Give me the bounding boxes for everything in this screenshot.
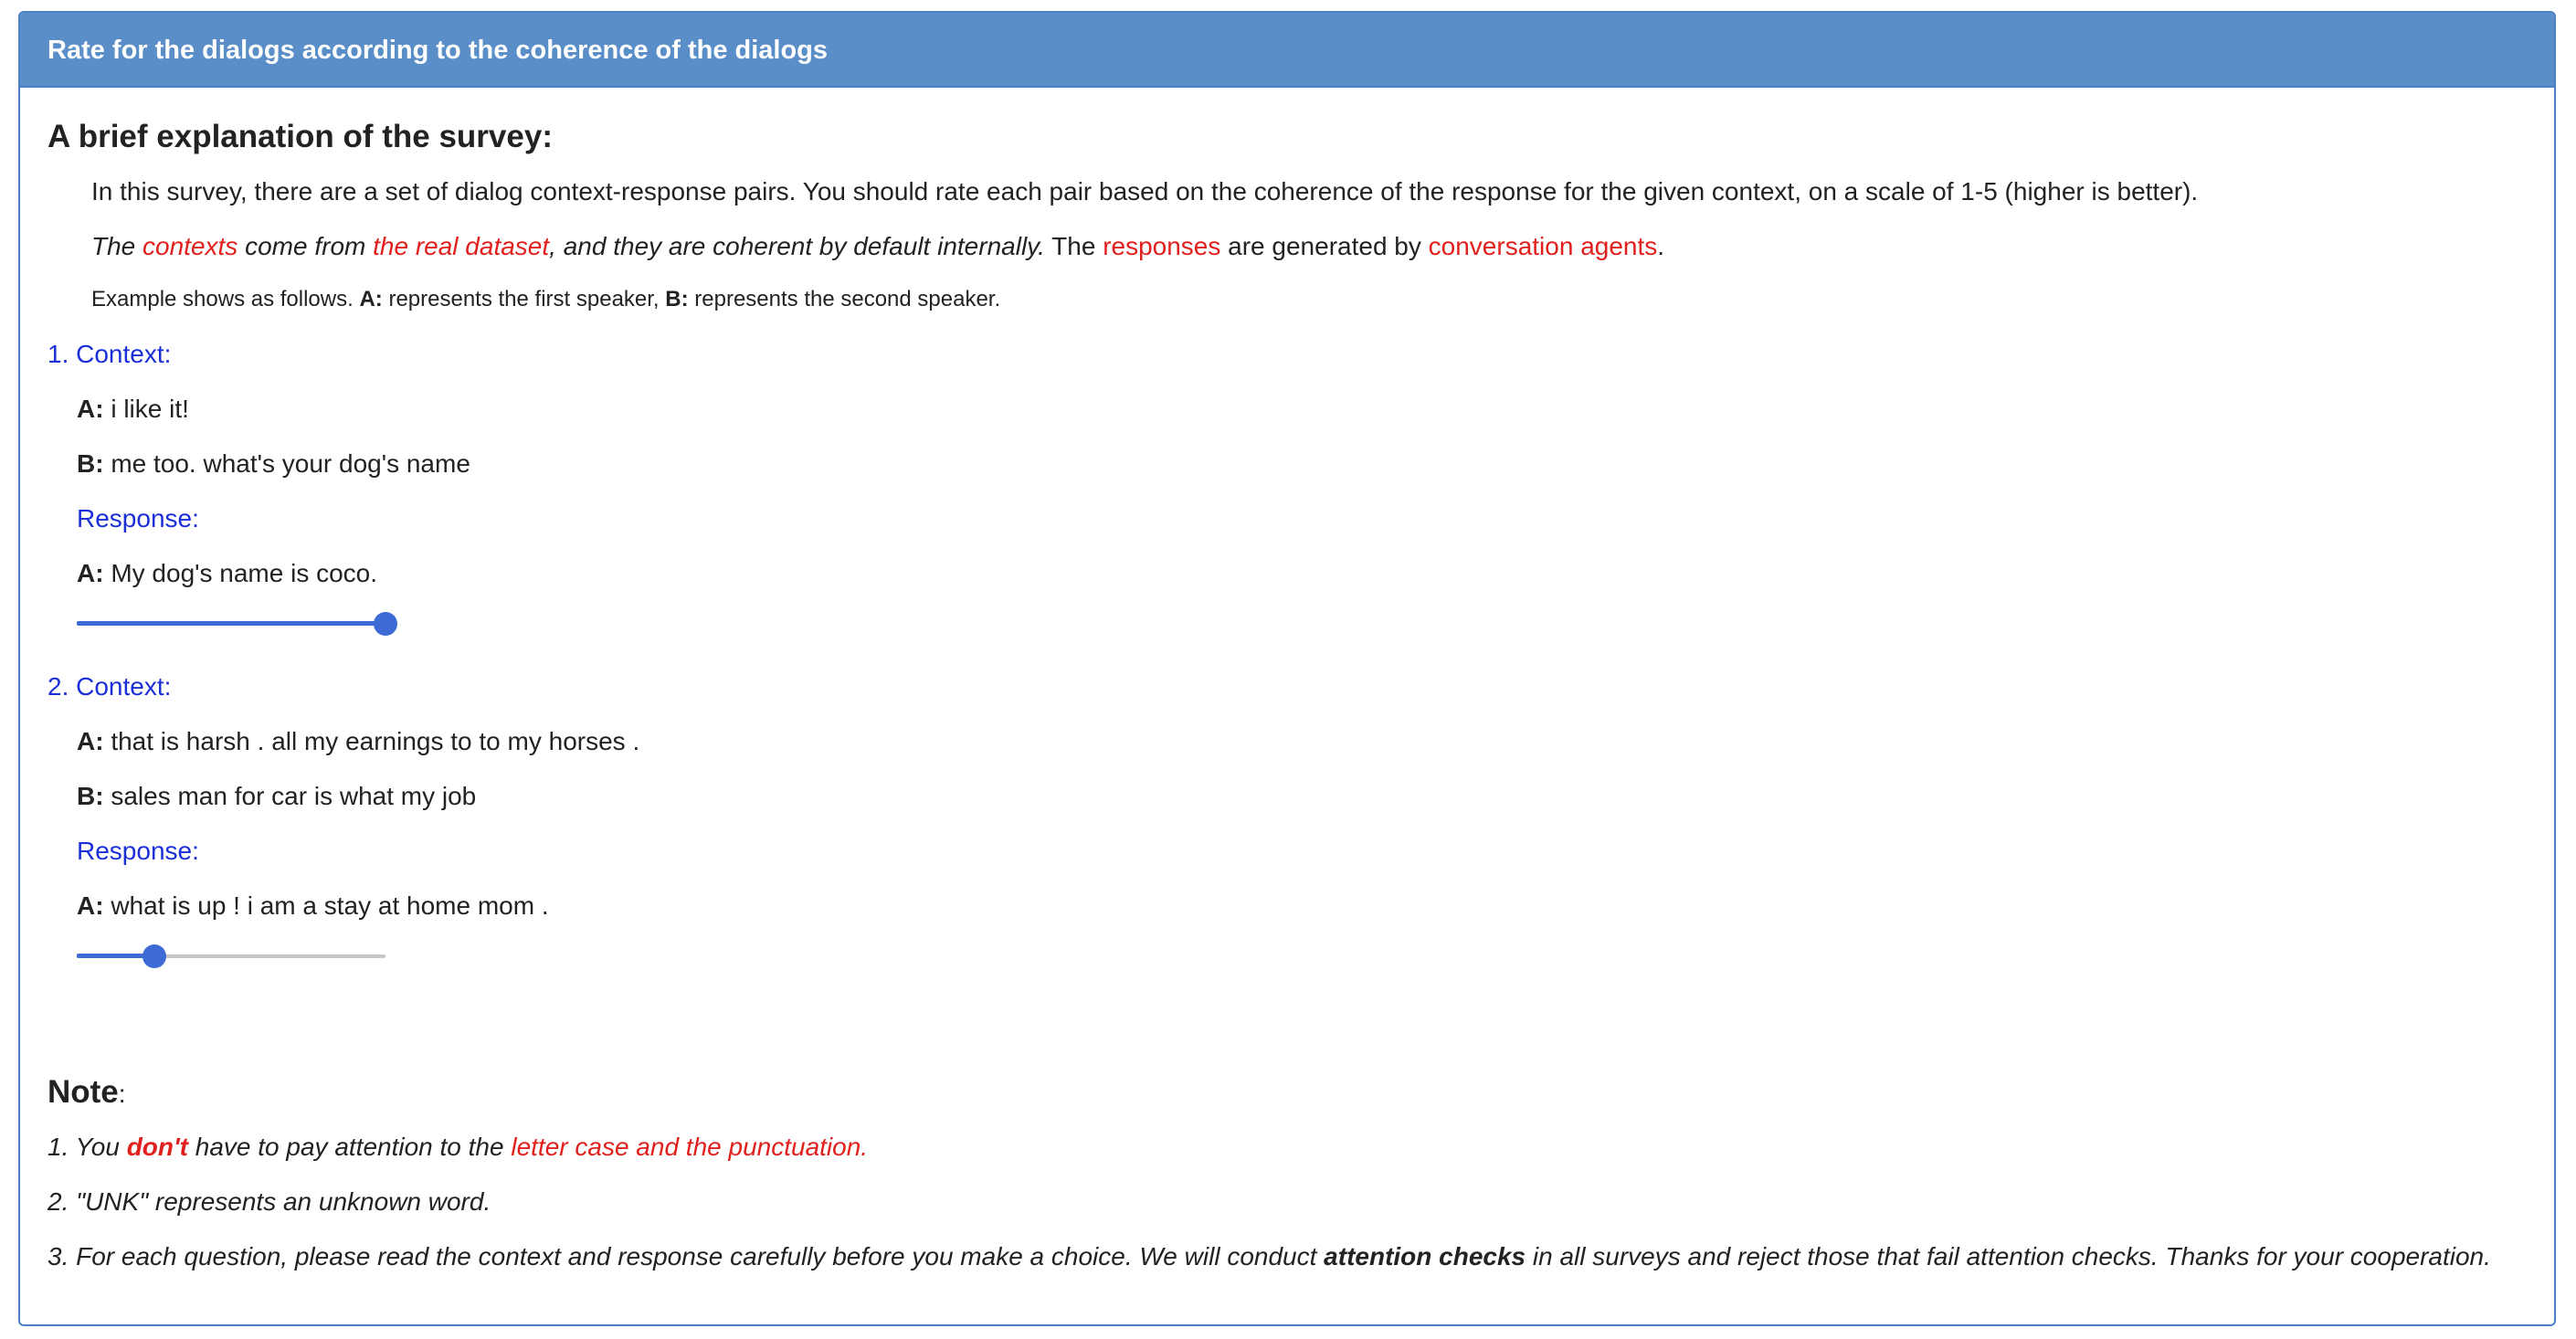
- q1-context-line-a: [77, 395, 189, 424]
- explanation-heading: A brief explanation of the survey:: [48, 119, 553, 154]
- utterance: sales man for car is what my job: [103, 782, 477, 810]
- note-item-3: [48, 1242, 2491, 1271]
- real-dataset-highlight: the real dataset: [373, 232, 550, 260]
- panel-title: Rate for the dialogs according to the coherence of the dialogs: [48, 36, 829, 65]
- text: The: [1044, 232, 1103, 260]
- agents-highlight: conversation agents: [1428, 232, 1658, 260]
- attention-checks-emphasis: attention checks: [1324, 1242, 1526, 1270]
- responses-highlight: responses: [1103, 232, 1221, 260]
- slider-thumb[interactable]: [374, 612, 397, 636]
- slider-fill: [77, 621, 385, 626]
- note-colon: :: [118, 1080, 126, 1108]
- text: in all surveys and reject those that fail attention checks. Thanks for your cooperation.: [1526, 1242, 2491, 1270]
- text: Example shows as follows.: [91, 287, 360, 311]
- q2-rating-slider[interactable]: [77, 943, 385, 970]
- speaker-label: B:: [77, 782, 104, 810]
- text: represents the second speaker.: [688, 287, 1001, 311]
- utterance: i like it!: [103, 395, 189, 423]
- panel-header: [20, 13, 2554, 88]
- q1-context-line-b: [77, 449, 470, 479]
- text: 1. You: [48, 1133, 127, 1161]
- note-title: Note: [48, 1074, 119, 1110]
- text: , and they are coherent by default internally.: [549, 232, 1045, 260]
- explanation-source-line: [91, 232, 1664, 261]
- dont-emphasis: don't: [126, 1133, 188, 1161]
- speaker-label: A:: [77, 395, 104, 423]
- q1-response-label: Response:: [77, 504, 199, 532]
- q1-response-line: [77, 559, 377, 588]
- text: 3. For each question, please read the context and response carefully before you make a choice. We will conduct: [48, 1242, 1325, 1270]
- text: .: [1657, 232, 1665, 260]
- speaker-label: B:: [77, 449, 104, 478]
- explanation-example: [91, 287, 1000, 312]
- explanation-intro: In this survey, there are a set of dialog context-response pairs. You should rate each pair based on the coherence of the response for the given context, on a scale of 1-5 (higher is better).: [91, 177, 2199, 206]
- utterance: what is up ! i am a stay at home mom .: [103, 891, 549, 920]
- text: come from: [238, 232, 374, 260]
- speaker-label: A:: [77, 559, 104, 587]
- speaker-a-label: A:: [359, 287, 383, 311]
- note-item-2: 2. "UNK" represents an unknown word.: [48, 1187, 491, 1216]
- letter-case-highlight: letter case and the punctuation.: [511, 1133, 869, 1161]
- q2-context-line-b: [77, 782, 476, 811]
- q2-response-line: [77, 891, 549, 921]
- q1-rating-slider[interactable]: [77, 610, 385, 638]
- text: have to pay attention to the: [187, 1133, 512, 1161]
- q2-context-label: 2. Context:: [48, 672, 172, 701]
- text: The: [91, 232, 143, 260]
- utterance: My dog's name is coco.: [103, 559, 378, 587]
- utterance: me too. what's your dog's name: [103, 449, 470, 478]
- speaker-label: A:: [77, 727, 104, 755]
- speaker-label: A:: [77, 891, 104, 920]
- slider-thumb[interactable]: [143, 944, 166, 968]
- text: are generated by: [1220, 232, 1429, 260]
- note-heading: [48, 1074, 126, 1111]
- survey-panel: [18, 11, 2556, 1326]
- text: represents the first speaker,: [382, 287, 666, 311]
- note-item-1: [48, 1133, 868, 1162]
- q2-context-line-a: [77, 727, 639, 756]
- speaker-b-label: B:: [665, 287, 689, 311]
- contexts-highlight: contexts: [143, 232, 238, 260]
- q1-context-label: 1. Context:: [48, 340, 172, 368]
- utterance: that is harsh . all my earnings to to my horses .: [103, 727, 640, 755]
- q2-response-label: Response:: [77, 837, 199, 865]
